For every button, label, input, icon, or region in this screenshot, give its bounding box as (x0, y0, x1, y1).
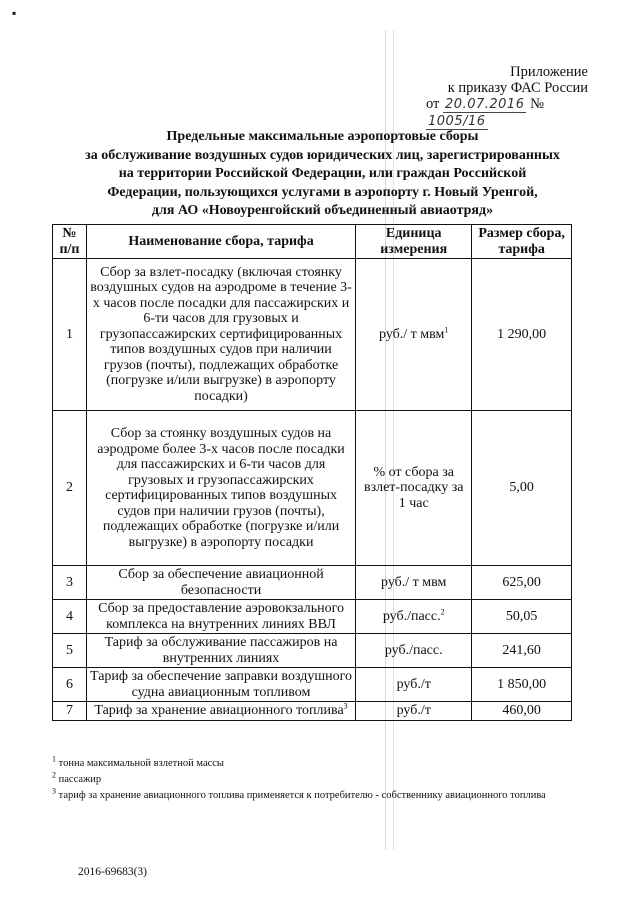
row-value: 241,60 (472, 634, 572, 668)
table-row (53, 566, 572, 600)
row-name: Тариф за обеспечение заправки воздушного судна авиационным топливом (86, 668, 355, 702)
row-unit: руб./т (356, 668, 472, 702)
row-value: 50,05 (472, 600, 572, 634)
header-unit: Единица измерения (356, 225, 472, 259)
footnote-text: пассажир (58, 774, 102, 785)
footnote-text: тариф за хранение авиационного топлива применяется к потребителю - собственнику авиационного топлива (58, 790, 546, 801)
from-label: от (426, 96, 440, 112)
row-no: 5 (53, 634, 87, 668)
table-row (53, 600, 572, 634)
footnote-mark: 3 (52, 786, 56, 796)
footnote-mark: 1 (52, 754, 56, 764)
table-row (53, 668, 572, 702)
row-unit: % от сбора за взлет-посадку за 1 час (356, 411, 472, 566)
table-row (53, 702, 572, 721)
row-no: 4 (53, 600, 87, 634)
row-no: 7 (53, 702, 87, 721)
name-footnote-mark: 3 (343, 701, 348, 711)
appendix-order-details (418, 96, 588, 130)
row-value: 5,00 (472, 411, 572, 566)
row-name: Сбор за взлет-посадку (включая стоянку воздушных судов на аэродроме в течение 3-х часов после посадки для пассажирских и 6-ти часов для грузовых и грузопассажирских сертифицированных типов воздушных судов при наличии грузов (почты), подлежащих обработке (погрузке и/или выгрузке) в аэропорту посадки) (86, 259, 355, 411)
row-name: Сбор за предоставление аэровокзального комплекса на внутренних линиях ВВЛ (86, 600, 355, 634)
footnote-text: тонна максимальной взлетной массы (58, 758, 224, 769)
appendix-order: к приказу ФАС России (447, 80, 588, 96)
row-value: 460,00 (472, 702, 572, 721)
corner-mark: ▪ (12, 6, 17, 20)
unit-text: руб./пасс. (382, 608, 441, 624)
row-unit: руб./пасс. (356, 634, 472, 668)
table-row (53, 634, 572, 668)
footnote-mark: 2 (52, 770, 56, 780)
document-title (40, 128, 605, 221)
order-date: 20.07.2016 (445, 97, 525, 112)
name-text: Тариф за хранение авиационного топлива (94, 703, 344, 718)
header-name: Наименование сбора, тарифа (86, 225, 355, 259)
row-value: 1 850,00 (472, 668, 572, 702)
unit-footnote-mark: 1 (444, 325, 449, 335)
row-name (86, 702, 355, 721)
row-unit (356, 600, 472, 634)
row-no: 1 (53, 259, 87, 411)
order-number: 1005/16 (428, 114, 486, 129)
appendix-header (418, 64, 588, 130)
footnote (52, 772, 572, 788)
footnotes (52, 756, 572, 804)
row-name: Сбор за стоянку воздушных судов на аэродроме более 3-х часов после посадки для пассажирских и 6-ти часов для грузовых и грузопассажирских сертифицированных типов воздушных судов при наличии грузов (почты), подлежащих обработке (погрузке и/или выгрузке) в аэропорту посадки (86, 411, 355, 566)
unit-text: руб./ т мвм (379, 326, 445, 342)
footnote (52, 788, 572, 804)
row-no: 2 (53, 411, 87, 566)
number-label: № (530, 96, 544, 112)
unit-footnote-mark: 2 (440, 607, 445, 617)
footnote (52, 756, 572, 772)
row-name: Тариф за обслуживание пассажиров на внутренних линиях (86, 634, 355, 668)
title-line: Предельные максимальные аэропортовые сборы (166, 129, 479, 144)
row-no: 3 (53, 566, 87, 600)
fees-table (52, 224, 572, 721)
header-no: № п/п (53, 225, 87, 259)
title-line: за обслуживание воздушных судов юридических лиц, зарегистрированных (85, 147, 560, 163)
header-value: Размер сбора, тарифа (472, 225, 572, 259)
title-line: на территории Российской Федерации, или граждан Российской (118, 166, 527, 181)
table-row (53, 259, 572, 411)
appendix-title: Приложение (510, 64, 588, 80)
row-name: Сбор за обеспечение авиационной безопасности (86, 566, 355, 600)
row-value: 625,00 (472, 566, 572, 600)
table-header-row (53, 225, 572, 259)
table-row (53, 411, 572, 566)
row-unit: руб./т (356, 702, 472, 721)
title-line: для АО «Новоуренгойский объединенный авиаотряд» (151, 203, 494, 218)
document-number: 2016-69683(3) (78, 866, 147, 878)
row-no: 6 (53, 668, 87, 702)
row-value: 1 290,00 (472, 259, 572, 411)
row-unit (356, 259, 472, 411)
title-line: Федерации, пользующихся услугами в аэропорту г. Новый Уренгой, (107, 184, 538, 200)
row-unit: руб./ т мвм (356, 566, 472, 600)
